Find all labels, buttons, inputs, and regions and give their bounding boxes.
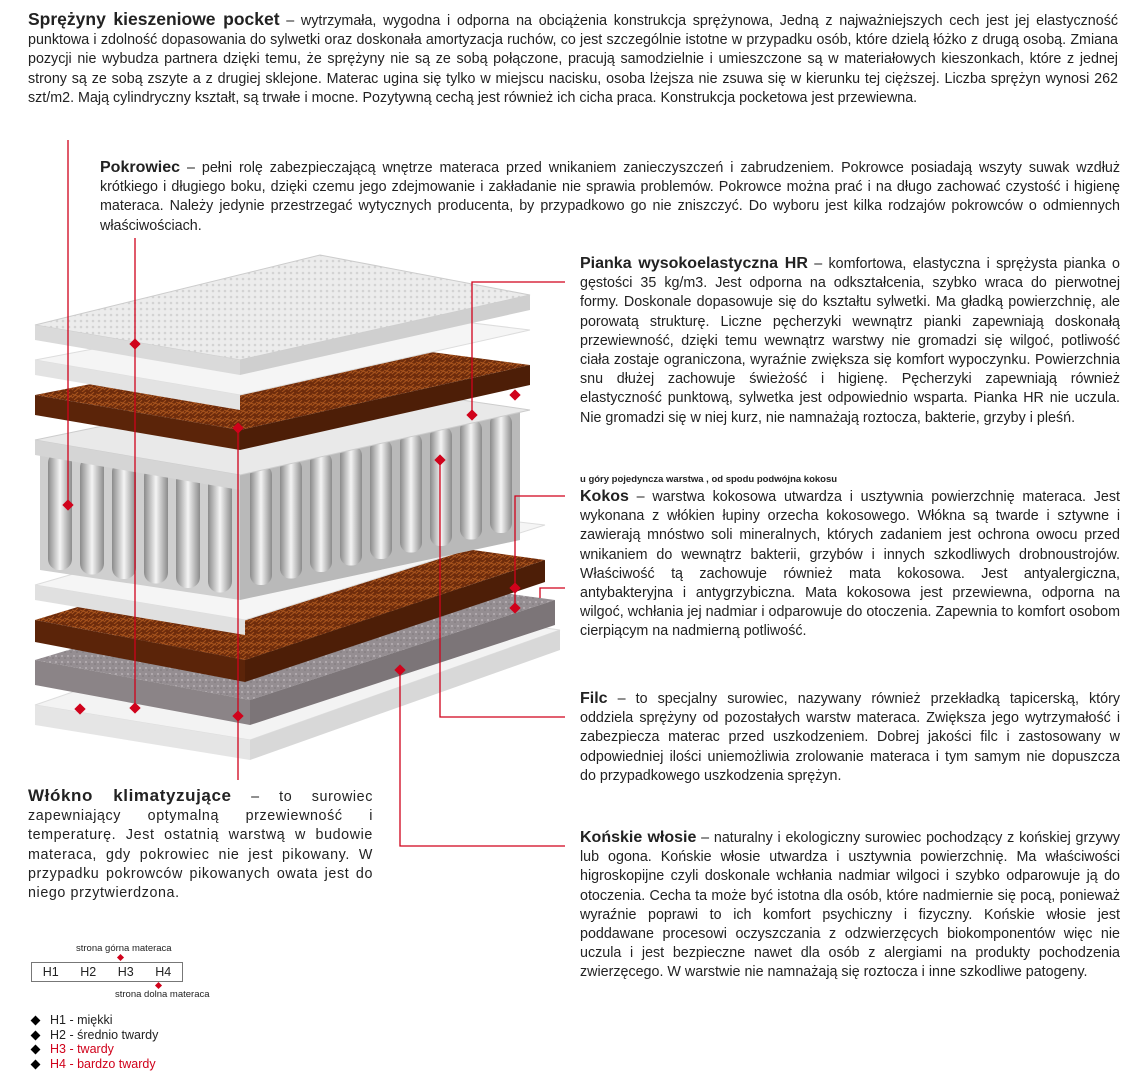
horsehair-description: Końskie włosie – naturalny i ekologiczny surowiec pochodzący z końskiej grzywy lub ogona. Końskie włosie utwardza i usztywnia powierzchnię. Ma właściwości higroskopijne czyli doskonale wchłania nadmiar wilgoci i szybko odparowuje ją do otoczenia. Cecha ta może być istotna dla osób, które nadmiernie się pocą, ponieważ wyraźnie poprawi to ich komfort psychiczny i fizyczny. Końskie włosie jest poddawane procesowi oczyszczania z odzwierzęcych biokomponentów więc nie uczula i jest bezpieczne nawet dla osób z alergiami na produkty pochodzenia zwierzęcego. W warstwie nie namnażają się roztocza i inne szkodliwe patogeny. xyxy=(580,829,1121,981)
spring-pocket xyxy=(340,446,362,566)
scale-h2: H2 xyxy=(80,965,97,979)
hardness-scale xyxy=(31,962,183,982)
spring-pocket xyxy=(144,466,168,584)
spring-pocket xyxy=(460,420,482,540)
spring-pocket xyxy=(490,413,512,533)
spring-pocket xyxy=(310,452,332,572)
spring-pocket xyxy=(250,465,272,585)
spring-pocket xyxy=(80,457,104,575)
felt-description: Filc – to specjalny surowiec, nazywany również przekładką tapicerską, który oddziela sprężyny od pozostałych warstw materaca. Zwiększa jego wytrzymałość i zabezpiecza materac przed uszkodzeniem. Dobrej jakości filc i zastosowany w odpowiedniej ilości uniemożliwia zrolowanie materaca i tym samym nie dopuszcza do przypadkowego uszkodzenia sprężyn. xyxy=(580,690,1120,784)
hr-foam-description: Pianka wysokoelastyczna HR – komfortowa, elastyczna i sprężysta pianka o gęstości 35 kg/m3. Jest odporna na odkształcenia, szybko wraca do pierwotnej formy. Doskonale dopasowuje się do kształtu sylwetki. Ma gładką powierzchnię, ale porowatą strukturę. Liczne pęcherzyki wewnątrz pianki zapewniają doskonałą przewiewność, dzięki temu wewnątrz warstwy nie gromadzi się wilgoć, potliwość ciała zostaje ograniczona, wyraźnie zwiększa się komfort wypoczynku. Powierzchnia snu dłużej zachowuje świeżość i higienę. Pęcherzyki zapewniają również elastyczność punktową, sylwetka jest odpowiednio wsparta. Pianka HR nie uczula. Nie gromadzi się w niej kurz, nie namnażają roztocza, bakterie, grzyby i pleśń. xyxy=(580,255,1120,426)
legend-item-h1: H1 - miękki xyxy=(30,1013,158,1028)
scale-h4: H4 xyxy=(155,965,172,979)
intro-paragraph: Sprężyny kieszeniowe pocket – wytrzymała, wygodna i odporna na obciążenia konstrukcja sprężynowa, Jedną z najważniejszych cech jest jej elastyczność punktowa i zdolność dopasowania do sylwetki oraz doskonała amortyzacja ruchów, co jest szczególnie istotne w przypadku osób, które dzielą łóżko z drugą osobą. Zmiana pozycji nie wybudza partnera dzięki temu, że sprężyny nie są ze sobą połączone, pracują samodzielnie i umieszczone są w materiałowych kieszonkach, które z jednej strony są ze sobą zszyte a z drugiej sklejone. Materac ugina się tylko w miejscu nacisku, osoba lżejsza nie zsuwa się w kierunku tej cięższej. Liczba sprężyn wynosi 262 szt/m2. Mają cylindryczny kształt, są trwałe i mocne. Pozytywną cechą jest również ich cicha praca. Konstrukcja pocketowa jest przewiewna. xyxy=(28,9,1118,106)
climate-fiber-description: Włókno klimatyzujące – to surowiec zapewniający optymalną przewiewność i temperaturę. Jest ostatnią warstwą w budowie materaca, gdy pokrowiec nie jest pikowany. W przypadku pokrowców pikowanych owata jest do niego przytwierdzona. xyxy=(28,786,373,902)
scale-h3: H3 xyxy=(117,965,134,979)
legend-item-h2: H2 - średnio twardy xyxy=(30,1028,158,1043)
scale-h1: H1 xyxy=(42,965,59,979)
hardness-legend xyxy=(30,1013,158,1071)
legend-item-h4: H4 - bardzo twardy xyxy=(30,1057,158,1072)
scale-bottom-label: strona dolna materaca xyxy=(115,989,210,1000)
spring-pocket xyxy=(400,433,422,553)
cover-description: Pokrowiec – pełni rolę zabezpieczającą wnętrze materaca przed wnikaniem zanieczyszczeń i zabrudzeniem. Pokrowce posiadają wszyty suwak wzdłuż krótkiego i długiego boku, dzięki czemu jego zdejmowanie i zakładanie nie sprawia problemów. Pokrowce można prać i na długo zachować czystość i higienę materaca. Należy jedynie przestrzegać wytycznych producenta, by przypadkowo go nie zniszczyć. Do wyboru jest kilka rodzajów pokrowców o odmiennych właściwościach. xyxy=(100,159,1120,234)
spring-pocket xyxy=(430,426,452,546)
spring-pocket xyxy=(370,439,392,559)
legend-item-h3: H3 - twardy xyxy=(30,1042,158,1057)
coconut-description: Kokos – warstwa kokosowa utwardza i usztywnia powierzchnię materaca. Jest wykonana z włókien łupiny orzecha kokosowego. Włókna są twarde i sztywne i zawierają mnóstwo soli mineralnych, których zadaniem jest ochrona owocu przed wnikaniem do wewnątrz bakterii, grzybów i innych szkodliwych drobnoustrojów. Właściwość tą zachowuje również mata kokosowa. Jest antyalergiczna, antybakteryjna i antygrzybiczna. Mata kokosowa jest przewiewna, odporna na wilgoć, wchłania jej nadmiar i odparowuje do otoczenia. Zapewnia to komfort osobom cierpiącym na nadmierną potliwość. xyxy=(580,488,1120,640)
scale-top-label: strona górna materaca xyxy=(76,943,172,954)
spring-pocket xyxy=(112,461,136,579)
spring-pocket xyxy=(176,470,200,588)
spring-pocket xyxy=(208,475,232,593)
spring-pocket xyxy=(280,459,302,579)
coconut-note: u góry pojedyncza warstwa , od spodu podwójna kokosu xyxy=(580,474,838,485)
